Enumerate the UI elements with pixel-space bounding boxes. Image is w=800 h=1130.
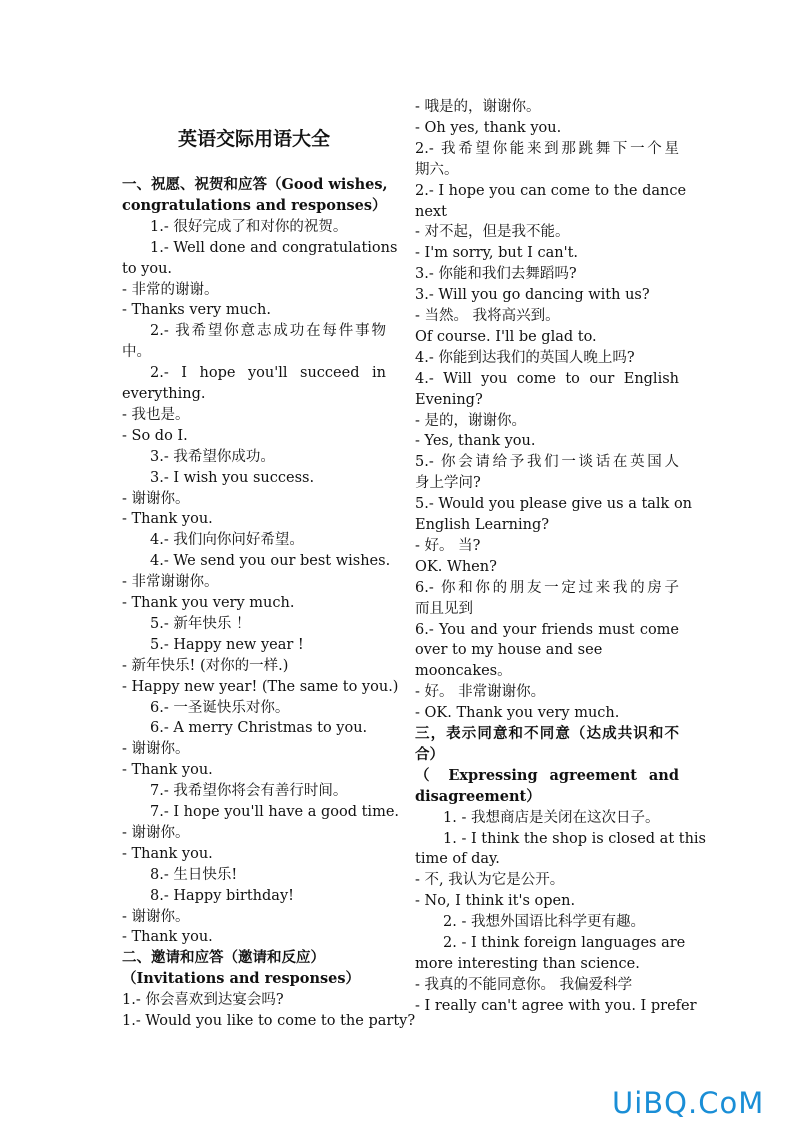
right-text-line: 身上学问? (415, 475, 481, 492)
left-text-line: 4.- 我们向你问好希望。 (150, 532, 304, 549)
left-text-line: 2.- 我希望你意志成功在每件事物 (150, 323, 386, 340)
left-text-line: - 谢谢你。 (122, 490, 190, 507)
right-text-line: over to my house and see (415, 642, 603, 659)
right-text-line: 2.- I hope you can come to the dance (415, 182, 687, 199)
left-text-line: 6.- 一圣诞快乐对你。 (150, 699, 290, 716)
left-text-line: - 谢谢你。 (122, 908, 190, 925)
left-text-line: 5.- 新年快乐 ！ (150, 615, 251, 632)
right-text-line: 3.- Will you go dancing with us? (415, 287, 650, 304)
left-text-line: 一、祝愿、祝贺和应答（Good wishes, (122, 176, 388, 193)
right-text-line: 1. - 我想商店是关闭在这次日子。 (443, 809, 660, 826)
right-text-line: 6.- You and your friends must come (415, 621, 679, 638)
right-text-line: next (415, 203, 447, 220)
right-text-line: - 哦是的，谢谢你。 (415, 99, 541, 115)
page-title: 英语交际用语大全 (177, 128, 330, 150)
left-text-line: 8.- 生日快乐! (150, 866, 238, 883)
right-text-line: 而且见到 (415, 600, 473, 617)
right-text-line: - I'm sorry, but I can't. (415, 245, 579, 262)
left-text-line: congratulations and responses） (122, 196, 387, 214)
right-text-line: 6.- 你和你的朋友一定过来我的房子 (415, 579, 679, 596)
left-text-line: 8.- Happy birthday! (150, 887, 294, 904)
left-text-line: everything. (122, 386, 206, 402)
left-text-line: 7.- 我希望你将会有善行时间。 (150, 783, 348, 800)
right-text-line: 期六。 (415, 161, 459, 178)
right-text-line: 合） (415, 745, 444, 763)
right-text-line: 4.- Will you come to our English (415, 370, 679, 387)
right-text-line: 三，表示同意和不同意（达成共识和不 (415, 725, 679, 742)
left-text-line: - 新年快乐! (对你的一样.) (122, 657, 289, 674)
right-text-line: 5.- Would you please give us a talk on (415, 496, 693, 513)
right-text-line: - Oh yes, thank you. (415, 119, 562, 136)
right-text-line: mooncakes。 (415, 663, 512, 680)
left-text-line: 1.- Would you like to come to the party? (122, 1013, 416, 1029)
right-text-line: Evening? (415, 391, 483, 408)
left-text-line: - 谢谢你。 (122, 824, 190, 841)
right-text-line: disagreement） (415, 787, 541, 805)
left-text-line: - Thanks very much. (122, 302, 272, 319)
right-text-line: - OK. Thank you very much. (415, 705, 620, 722)
right-text-line: Of course. I'll be glad to. (415, 328, 597, 345)
right-text-line: - 好。 当? (415, 537, 481, 554)
left-text-line: 二、邀请和应答（邀请和反应） (122, 949, 325, 967)
left-text-line: - 谢谢你。 (122, 741, 190, 758)
watermark-logo: UiBQ.CoM (612, 1086, 765, 1120)
right-text-line: - 我真的不能同意你。 我偏爱科学 (415, 976, 633, 993)
right-text-line: - 对不起，但是我不能。 (415, 224, 570, 241)
left-text-line: 1.- Well done and congratulations (150, 239, 398, 256)
left-text-line: - Thank you. (122, 929, 213, 946)
left-text-line: 3.- I wish you success. (150, 469, 315, 486)
left-text-line: - Thank you. (122, 845, 213, 862)
right-text-line: （ Expressing agreement and (415, 766, 679, 784)
right-text-line: - No, I think it's open. (415, 893, 576, 910)
right-text-line: - 不, 我认为它是公开。 (415, 872, 565, 889)
right-text-line: - 当然。 我将高兴到。 (415, 308, 560, 324)
left-text-line: 3.- 我希望你成功。 (150, 448, 275, 465)
right-text-line: - I really can't agree with you. I prefer (415, 997, 697, 1014)
right-text-line: 2.- 我希望你能来到那跳舞下一个星 (415, 140, 679, 157)
right-text-line: time of day. (415, 851, 500, 868)
right-text-line: - 好。 非常谢谢你。 (415, 684, 546, 701)
left-text-line: （Invitations and responses） (122, 970, 361, 988)
left-text-line: - Thank you. (122, 511, 213, 528)
left-text-line: - Happy new year! (The same to you.) (122, 678, 399, 695)
left-text-line: - 非常谢谢你。 (122, 574, 219, 591)
right-text-line: - Yes, thank you. (415, 433, 536, 450)
right-text-line: OK. When? (415, 558, 497, 575)
right-text-line: 2. - I think foreign languages are (443, 935, 686, 951)
left-text-line: 4.- We send you our best wishes. (150, 553, 391, 570)
left-text-line: 7.- I hope you'll have a good time. (150, 804, 400, 820)
left-text-line: 2.- I hope you'll succeed in (150, 365, 386, 382)
left-text-line: - 非常的谢谢。 (122, 281, 219, 298)
left-text-line: - Thank you. (122, 762, 213, 779)
right-text-line: - 是的，谢谢你。 (415, 412, 527, 429)
left-text-line: 1.- 你会喜欢到达宴会吗? (122, 992, 284, 1009)
right-text-line: 4.- 你能到达我们的英国人晚上吗? (415, 349, 635, 366)
left-text-line: - Thank you very much. (122, 595, 295, 611)
left-text-line: 5.- Happy new year ! (150, 636, 304, 653)
left-text-line: to you. (122, 260, 173, 277)
right-text-line: more interesting than science. (415, 955, 640, 972)
left-text-line: 1.- 很好完成了和对你的祝贺。 (150, 218, 348, 235)
left-text-line: 中。 (122, 344, 151, 361)
right-text-line: 2. - 我想外国语比科学更有趣。 (443, 914, 645, 931)
left-text-line: - So do I. (122, 427, 188, 444)
left-text-line: - 我也是。 (122, 406, 190, 423)
right-text-line: 5.- 你会请给予我们一谈话在英国人 (415, 454, 679, 471)
left-text-line: 6.- A merry Christmas to you. (150, 720, 368, 737)
right-text-line: English Learning? (415, 517, 550, 533)
right-text-line: 3.- 你能和我们去舞蹈吗? (415, 266, 577, 283)
right-text-line: 1. - I think the shop is closed at this (443, 830, 706, 847)
